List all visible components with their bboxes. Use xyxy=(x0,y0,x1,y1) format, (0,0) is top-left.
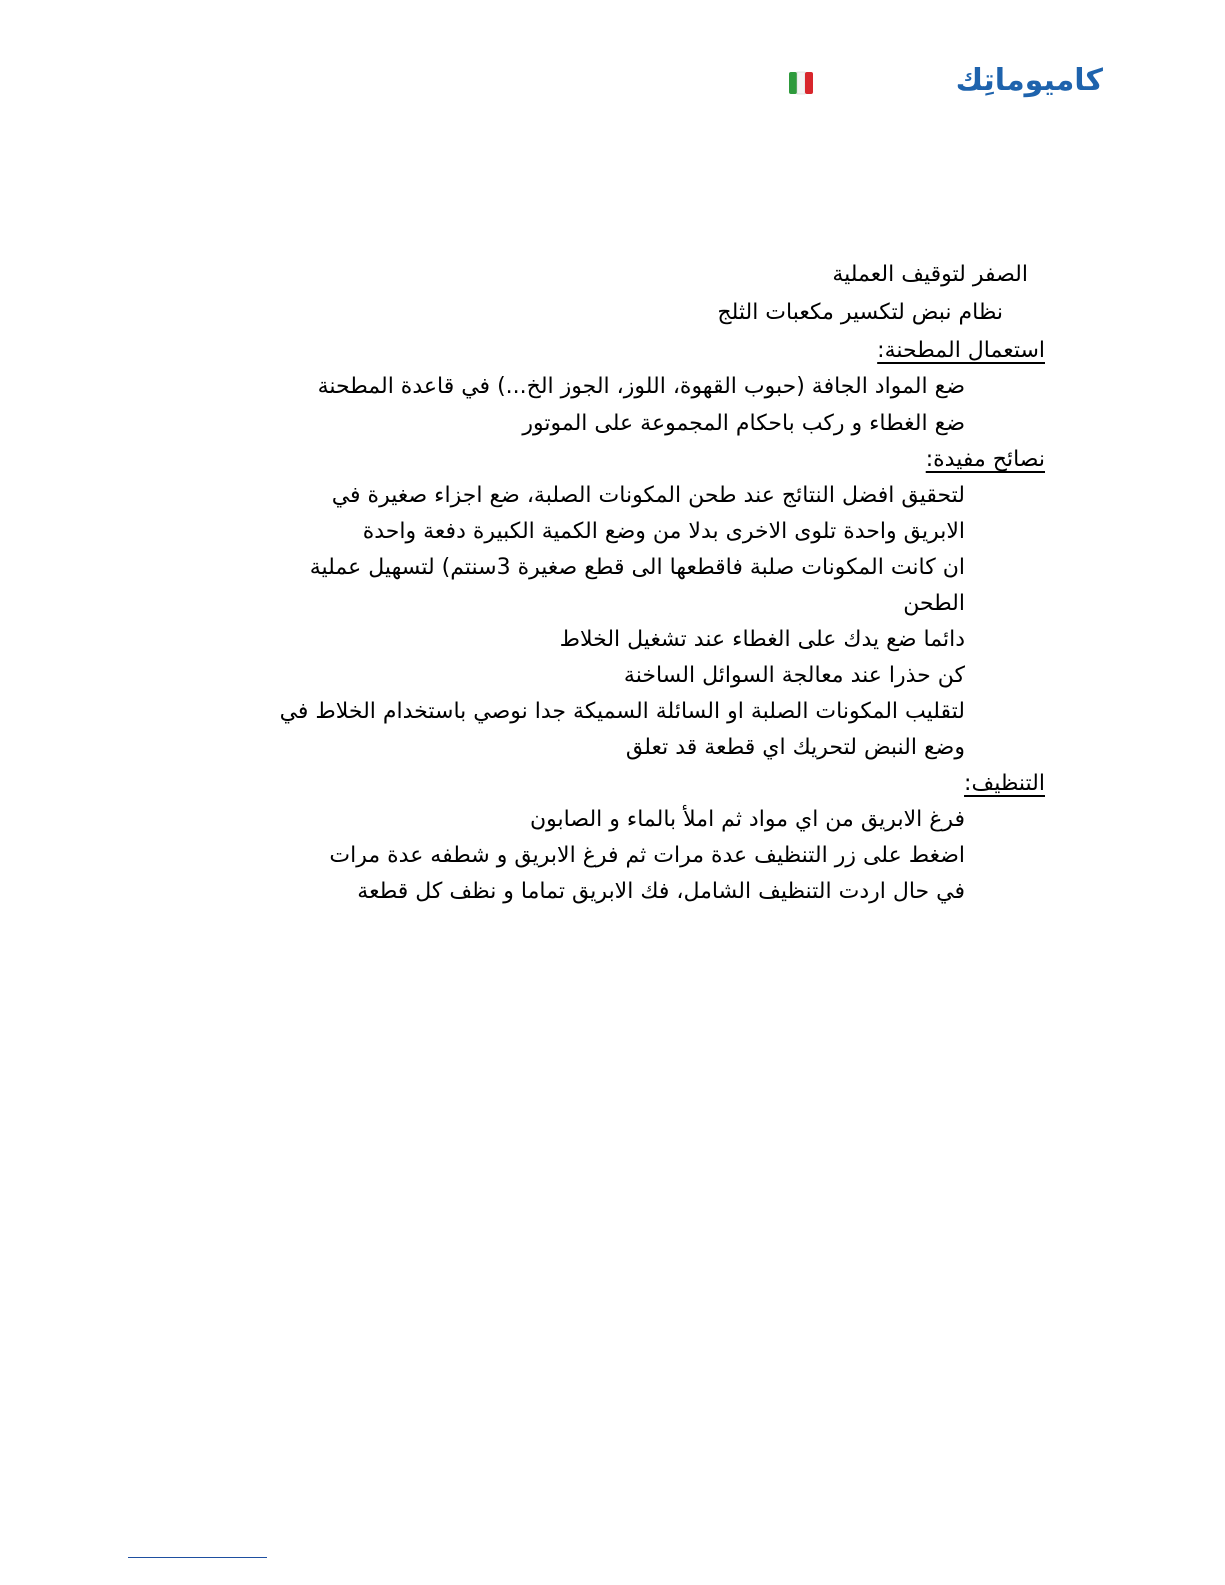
text-line: ضع المواد الجافة (حبوب القهوة، اللوز، الجوز الخ...) في قاعدة المطحنة xyxy=(317,374,965,399)
text-line: وضع النبض لتحريك اي قطعة قد تعلق xyxy=(625,735,965,760)
text-line: ان كانت المكونات صلبة فاقطعها الى قطع صغيرة 3سنتم) لتسهيل عملية xyxy=(309,555,965,580)
text-line: اضغط على زر التنظيف عدة مرات ثم فرغ الابريق و شطفه عدة مرات xyxy=(329,843,965,868)
brand-logo xyxy=(788,63,1103,100)
italian-flag-icon xyxy=(788,70,814,96)
section-heading-usage: استعمال المطحنة: xyxy=(877,338,1045,363)
section-heading-tips: نصائح مفيدة: xyxy=(925,447,1045,472)
text-line: في حال اردت التنظيف الشامل، فك الابريق تماما و نظف كل قطعة xyxy=(357,879,965,904)
text-line: دائما ضع يدك على الغطاء عند تشغيل الخلاط xyxy=(559,627,965,652)
footer-divider xyxy=(128,1557,267,1558)
text-line: لتحقيق افضل النتائج عند طحن المكونات الصلبة، ضع اجزاء صغيرة في xyxy=(331,483,965,508)
text-line: نظام نبض لتكسير مكعبات الثلج xyxy=(717,300,1003,325)
text-line: لتقليب المكونات الصلبة او السائلة السميكة جدا نوصي باستخدام الخلاط في xyxy=(279,699,965,724)
brand-logo-text: كاميوماتِك xyxy=(955,63,1103,98)
text-line: الطحن xyxy=(903,591,965,616)
text-line: كن حذرا عند معالجة السوائل الساخنة xyxy=(623,663,965,688)
text-line: فرغ الابريق من اي مواد ثم املأ بالماء و الصابون xyxy=(530,807,965,832)
section-heading-cleaning: التنظيف: xyxy=(964,771,1045,796)
text-line: ضع الغطاء و ركب باحكام المجموعة على الموتور xyxy=(522,411,965,436)
text-line: الصفر لتوقيف العملية xyxy=(832,262,1028,287)
text-line: الابريق واحدة تلوى الاخرى بدلا من وضع الكمية الكبيرة دفعة واحدة xyxy=(362,519,965,544)
